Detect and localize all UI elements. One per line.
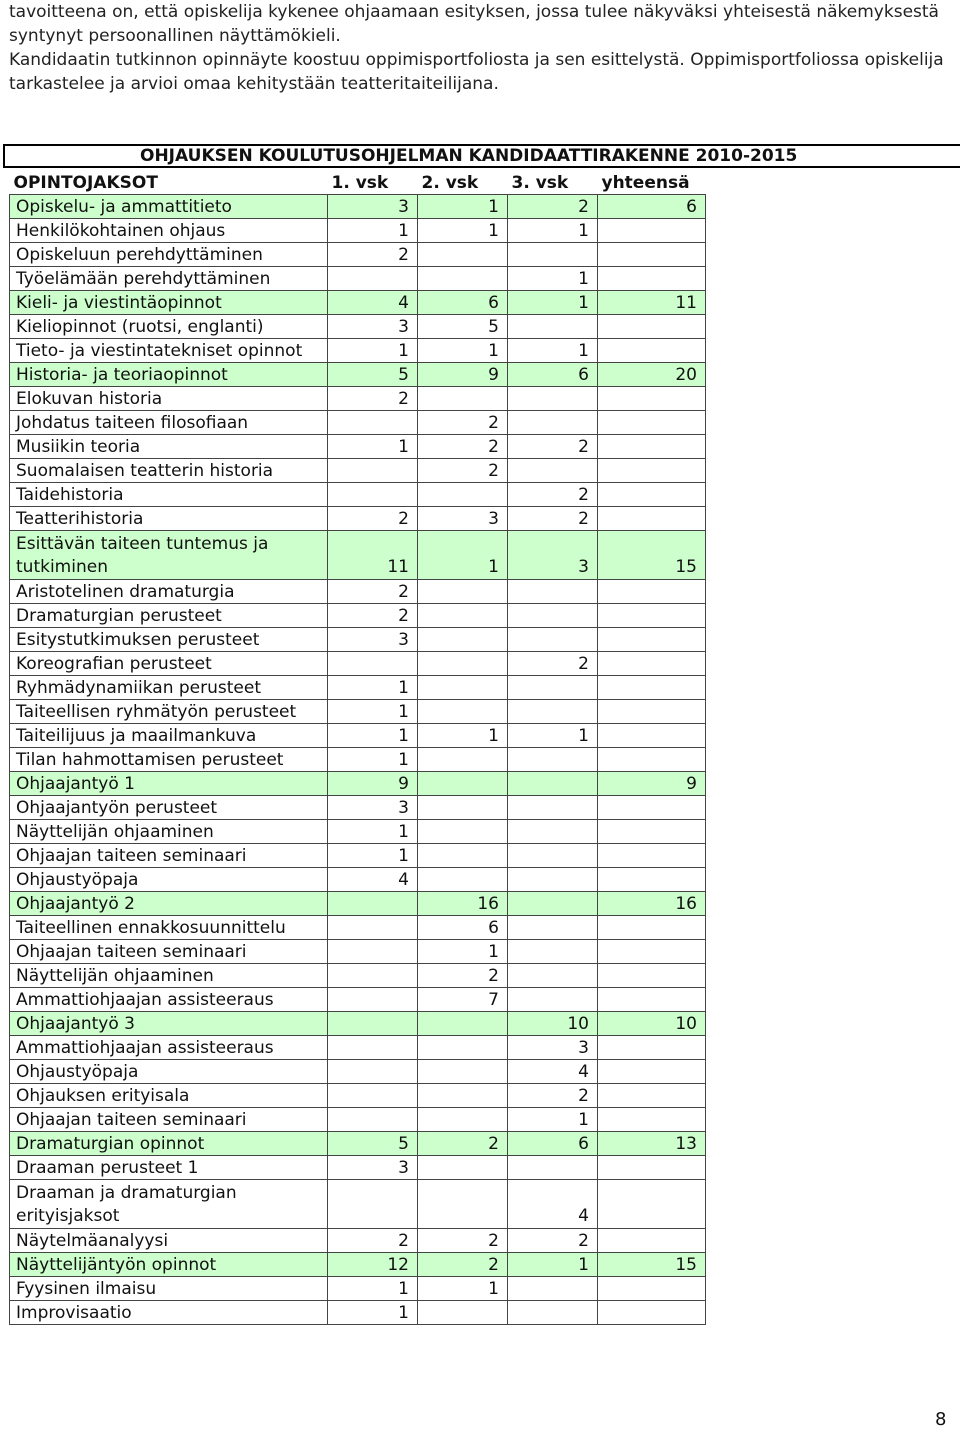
total-credits bbox=[598, 242, 706, 266]
year-2-credits: 5 bbox=[418, 314, 508, 338]
total-credits bbox=[598, 603, 706, 627]
total-credits bbox=[598, 723, 706, 747]
year-3-credits: 4 bbox=[508, 1059, 598, 1083]
year-1-credits: 3 bbox=[328, 627, 418, 651]
year-3-credits: 2 bbox=[508, 651, 598, 675]
total-credits: 15 bbox=[598, 1252, 706, 1276]
year-3-credits bbox=[508, 699, 598, 723]
course-name: Draaman perusteet 1 bbox=[10, 1155, 328, 1179]
year-3-credits bbox=[508, 843, 598, 867]
year-2-credits: 1 bbox=[418, 723, 508, 747]
year-1-credits bbox=[328, 1107, 418, 1131]
total-credits bbox=[598, 410, 706, 434]
course-name: Koreografian perusteet bbox=[10, 651, 328, 675]
year-1-credits: 5 bbox=[328, 362, 418, 386]
course-name: Taiteilijuus ja maailmankuva bbox=[10, 723, 328, 747]
year-2-credits: 1 bbox=[418, 939, 508, 963]
year-2-credits bbox=[418, 1107, 508, 1131]
course-name: Johdatus taiteen filosofiaan bbox=[10, 410, 328, 434]
total-credits bbox=[598, 819, 706, 843]
year-1-credits: 1 bbox=[328, 843, 418, 867]
total-credits bbox=[598, 867, 706, 891]
course-name: Kieli- ja viestintäopinnot bbox=[10, 290, 328, 314]
total-credits bbox=[598, 1155, 706, 1179]
table-row bbox=[10, 1107, 706, 1131]
year-1-credits: 9 bbox=[328, 771, 418, 795]
table-row bbox=[10, 867, 706, 891]
year-2-credits: 2 bbox=[418, 1228, 508, 1252]
year-2-credits bbox=[418, 747, 508, 771]
year-2-credits: 2 bbox=[418, 1252, 508, 1276]
year-1-credits: 5 bbox=[328, 1131, 418, 1155]
year-3-credits bbox=[508, 867, 598, 891]
year-3-credits bbox=[508, 386, 598, 410]
year-2-credits: 2 bbox=[418, 1131, 508, 1155]
total-credits bbox=[598, 1107, 706, 1131]
year-3-credits bbox=[508, 987, 598, 1011]
course-name: Näyttelijän ohjaaminen bbox=[10, 963, 328, 987]
course-name: Draaman ja dramaturgian erityisjaksot bbox=[10, 1179, 328, 1228]
table-row bbox=[10, 915, 706, 939]
year-3-credits: 3 bbox=[508, 530, 598, 579]
total-credits bbox=[598, 1276, 706, 1300]
table-row bbox=[10, 1300, 706, 1324]
table-row bbox=[10, 1228, 706, 1252]
curriculum-table bbox=[9, 170, 706, 1325]
year-3-credits bbox=[508, 1300, 598, 1324]
course-name: Ohjaajan taiteen seminaari bbox=[10, 939, 328, 963]
total-credits bbox=[598, 386, 706, 410]
course-name: Tilan hahmottamisen perusteet bbox=[10, 747, 328, 771]
intro-line: tarkastelee ja arvioi omaa kehitystään teatteritaiteilijana. bbox=[9, 74, 499, 94]
total-credits bbox=[598, 939, 706, 963]
course-name: Aristotelinen dramaturgia bbox=[10, 579, 328, 603]
year-1-credits: 2 bbox=[328, 242, 418, 266]
year-1-credits bbox=[328, 915, 418, 939]
year-2-credits: 2 bbox=[418, 434, 508, 458]
year-3-credits: 1 bbox=[508, 723, 598, 747]
year-1-credits: 12 bbox=[328, 1252, 418, 1276]
year-2-credits bbox=[418, 867, 508, 891]
year-1-credits: 3 bbox=[328, 795, 418, 819]
year-3-credits: 3 bbox=[508, 1035, 598, 1059]
year-2-credits: 1 bbox=[418, 530, 508, 579]
table-row bbox=[10, 338, 706, 362]
year-2-credits bbox=[418, 651, 508, 675]
year-2-credits: 2 bbox=[418, 458, 508, 482]
year-1-credits bbox=[328, 1179, 418, 1228]
table-row bbox=[10, 939, 706, 963]
header-total: yhteensä bbox=[598, 170, 706, 194]
total-credits: 15 bbox=[598, 530, 706, 579]
table-row bbox=[10, 675, 706, 699]
year-1-credits bbox=[328, 1059, 418, 1083]
year-3-credits: 1 bbox=[508, 290, 598, 314]
year-1-credits: 2 bbox=[328, 1228, 418, 1252]
course-name: Näyttelijän ohjaaminen bbox=[10, 819, 328, 843]
year-2-credits: 6 bbox=[418, 915, 508, 939]
table-row bbox=[10, 1035, 706, 1059]
course-name: Musiikin teoria bbox=[10, 434, 328, 458]
year-2-credits bbox=[418, 819, 508, 843]
course-name: Fyysinen ilmaisu bbox=[10, 1276, 328, 1300]
year-3-credits: 1 bbox=[508, 1252, 598, 1276]
table-row bbox=[10, 1083, 706, 1107]
year-1-credits bbox=[328, 482, 418, 506]
category-row bbox=[10, 771, 706, 795]
total-credits bbox=[598, 963, 706, 987]
year-3-credits: 1 bbox=[508, 218, 598, 242]
course-name: Esitystutkimuksen perusteet bbox=[10, 627, 328, 651]
course-name: Dramaturgian perusteet bbox=[10, 603, 328, 627]
year-2-credits bbox=[418, 843, 508, 867]
table-row bbox=[10, 386, 706, 410]
year-2-credits: 2 bbox=[418, 963, 508, 987]
year-3-credits bbox=[508, 915, 598, 939]
table-row bbox=[10, 699, 706, 723]
intro-line: Kandidaatin tutkinnon opinnäyte koostuu oppimisportfoliosta ja sen esittelystä. Oppimisportfoliossa opiskelija bbox=[9, 50, 944, 70]
course-name: Ohjaajantyö 1 bbox=[10, 771, 328, 795]
year-3-credits: 1 bbox=[508, 266, 598, 290]
year-1-credits: 11 bbox=[328, 530, 418, 579]
total-credits bbox=[598, 627, 706, 651]
header-opintojaksot: OPINTOJAKSOT bbox=[10, 170, 328, 194]
year-2-credits bbox=[418, 1155, 508, 1179]
course-name: Tieto- ja viestintatekniset opinnot bbox=[10, 338, 328, 362]
year-2-credits bbox=[418, 1083, 508, 1107]
year-3-credits: 10 bbox=[508, 1011, 598, 1035]
year-3-credits bbox=[508, 963, 598, 987]
year-2-credits: 2 bbox=[418, 410, 508, 434]
total-credits bbox=[598, 482, 706, 506]
total-credits bbox=[598, 747, 706, 771]
course-name: Ammattiohjaajan assisteeraus bbox=[10, 1035, 328, 1059]
year-1-credits bbox=[328, 987, 418, 1011]
year-3-credits bbox=[508, 795, 598, 819]
table-row bbox=[10, 506, 706, 530]
table-row bbox=[10, 747, 706, 771]
total-credits bbox=[598, 675, 706, 699]
course-name: Kieliopinnot (ruotsi, englanti) bbox=[10, 314, 328, 338]
header-year-3: 3. vsk bbox=[508, 170, 598, 194]
year-2-credits: 16 bbox=[418, 891, 508, 915]
year-3-credits bbox=[508, 939, 598, 963]
year-1-credits: 4 bbox=[328, 290, 418, 314]
total-credits bbox=[598, 843, 706, 867]
year-1-credits: 3 bbox=[328, 314, 418, 338]
course-name: Taidehistoria bbox=[10, 482, 328, 506]
category-row bbox=[10, 1131, 706, 1155]
year-3-credits bbox=[508, 819, 598, 843]
course-name: Ohjaajan taiteen seminaari bbox=[10, 1107, 328, 1131]
year-3-credits bbox=[508, 579, 598, 603]
table-row bbox=[10, 314, 706, 338]
year-2-credits: 3 bbox=[418, 506, 508, 530]
year-2-credits: 6 bbox=[418, 290, 508, 314]
table-row bbox=[10, 1155, 706, 1179]
year-1-credits: 1 bbox=[328, 723, 418, 747]
year-3-credits: 2 bbox=[508, 1083, 598, 1107]
course-name: Ammattiohjaajan assisteeraus bbox=[10, 987, 328, 1011]
table-row bbox=[10, 627, 706, 651]
category-row bbox=[10, 891, 706, 915]
table-title: OHJAUKSEN KOULUTUSOHJELMAN KANDIDAATTIRAKENNE 2010-2015 bbox=[140, 146, 798, 166]
year-2-credits bbox=[418, 482, 508, 506]
year-2-credits bbox=[418, 579, 508, 603]
course-name: Ohjaustyöpaja bbox=[10, 1059, 328, 1083]
year-1-credits bbox=[328, 963, 418, 987]
total-credits bbox=[598, 266, 706, 290]
year-2-credits bbox=[418, 386, 508, 410]
course-name: Dramaturgian opinnot bbox=[10, 1131, 328, 1155]
table-row bbox=[10, 458, 706, 482]
year-2-credits: 1 bbox=[418, 1276, 508, 1300]
course-name: Opiskeluun perehdyttäminen bbox=[10, 242, 328, 266]
year-2-credits bbox=[418, 1179, 508, 1228]
year-3-credits: 2 bbox=[508, 434, 598, 458]
course-name: Ohjaajan taiteen seminaari bbox=[10, 843, 328, 867]
year-3-credits bbox=[508, 458, 598, 482]
total-credits bbox=[598, 1300, 706, 1324]
year-3-credits: 1 bbox=[508, 1107, 598, 1131]
year-3-credits bbox=[508, 1276, 598, 1300]
year-2-credits bbox=[418, 627, 508, 651]
year-1-credits bbox=[328, 1083, 418, 1107]
total-credits bbox=[598, 1083, 706, 1107]
total-credits: 10 bbox=[598, 1011, 706, 1035]
year-1-credits: 4 bbox=[328, 867, 418, 891]
total-credits bbox=[598, 1035, 706, 1059]
total-credits: 11 bbox=[598, 290, 706, 314]
year-1-credits: 1 bbox=[328, 699, 418, 723]
table-row bbox=[10, 410, 706, 434]
year-1-credits bbox=[328, 410, 418, 434]
total-credits: 6 bbox=[598, 194, 706, 218]
year-3-credits: 6 bbox=[508, 362, 598, 386]
year-2-credits bbox=[418, 1011, 508, 1035]
year-1-credits bbox=[328, 266, 418, 290]
total-credits bbox=[598, 1179, 706, 1228]
year-1-credits bbox=[328, 939, 418, 963]
year-1-credits bbox=[328, 891, 418, 915]
year-2-credits bbox=[418, 1059, 508, 1083]
year-2-credits bbox=[418, 242, 508, 266]
year-2-credits bbox=[418, 1035, 508, 1059]
year-2-credits: 1 bbox=[418, 338, 508, 362]
table-row bbox=[10, 266, 706, 290]
page-number: 8 bbox=[935, 1409, 947, 1430]
category-row bbox=[10, 530, 706, 579]
total-credits bbox=[598, 795, 706, 819]
course-name: Näyttelijäntyön opinnot bbox=[10, 1252, 328, 1276]
course-name: Ohjaustyöpaja bbox=[10, 867, 328, 891]
year-3-credits bbox=[508, 242, 598, 266]
year-3-credits: 6 bbox=[508, 1131, 598, 1155]
category-row bbox=[10, 194, 706, 218]
year-2-credits bbox=[418, 266, 508, 290]
year-1-credits: 3 bbox=[328, 194, 418, 218]
year-3-credits: 2 bbox=[508, 1228, 598, 1252]
table-header-row bbox=[10, 170, 706, 194]
course-name: Ohjaajantyö 2 bbox=[10, 891, 328, 915]
total-credits bbox=[598, 506, 706, 530]
table-row bbox=[10, 1276, 706, 1300]
total-credits: 13 bbox=[598, 1131, 706, 1155]
table-row bbox=[10, 723, 706, 747]
course-name: Historia- ja teoriaopinnot bbox=[10, 362, 328, 386]
course-name: Taiteellisen ryhmätyön perusteet bbox=[10, 699, 328, 723]
year-1-credits: 2 bbox=[328, 579, 418, 603]
total-credits: 20 bbox=[598, 362, 706, 386]
category-row bbox=[10, 1252, 706, 1276]
year-3-credits bbox=[508, 771, 598, 795]
total-credits bbox=[598, 987, 706, 1011]
year-1-credits bbox=[328, 651, 418, 675]
year-2-credits bbox=[418, 795, 508, 819]
course-name: Teatterihistoria bbox=[10, 506, 328, 530]
header-year-2: 2. vsk bbox=[418, 170, 508, 194]
year-1-credits: 1 bbox=[328, 218, 418, 242]
table-row bbox=[10, 987, 706, 1011]
course-name: Ohjaajantyön perusteet bbox=[10, 795, 328, 819]
total-credits bbox=[598, 338, 706, 362]
total-credits bbox=[598, 915, 706, 939]
intro-text bbox=[9, 0, 954, 96]
table-row bbox=[10, 603, 706, 627]
total-credits bbox=[598, 458, 706, 482]
year-1-credits: 1 bbox=[328, 1276, 418, 1300]
table-row bbox=[10, 1179, 706, 1228]
year-3-credits: 2 bbox=[508, 506, 598, 530]
category-row bbox=[10, 1011, 706, 1035]
year-1-credits: 1 bbox=[328, 434, 418, 458]
course-name: Opiskelu- ja ammattitieto bbox=[10, 194, 328, 218]
total-credits bbox=[598, 1228, 706, 1252]
category-row bbox=[10, 290, 706, 314]
table-row bbox=[10, 1059, 706, 1083]
year-3-credits bbox=[508, 603, 598, 627]
year-2-credits: 1 bbox=[418, 218, 508, 242]
table-row bbox=[10, 242, 706, 266]
year-2-credits: 9 bbox=[418, 362, 508, 386]
total-credits bbox=[598, 651, 706, 675]
year-3-credits bbox=[508, 1155, 598, 1179]
course-name: Improvisaatio bbox=[10, 1300, 328, 1324]
table-row bbox=[10, 843, 706, 867]
year-1-credits bbox=[328, 1011, 418, 1035]
course-name: Ryhmädynamiikan perusteet bbox=[10, 675, 328, 699]
year-3-credits bbox=[508, 891, 598, 915]
year-1-credits bbox=[328, 1035, 418, 1059]
header-year-1: 1. vsk bbox=[328, 170, 418, 194]
total-credits bbox=[598, 218, 706, 242]
year-3-credits: 1 bbox=[508, 338, 598, 362]
table-row bbox=[10, 963, 706, 987]
course-name: Ohjauksen erityisala bbox=[10, 1083, 328, 1107]
year-3-credits bbox=[508, 627, 598, 651]
course-name: Ohjaajantyö 3 bbox=[10, 1011, 328, 1035]
intro-line: tavoitteena on, että opiskelija kykenee ohjaamaan esityksen, jossa tulee näkyväksi yhteisestä näkemyksestä bbox=[9, 2, 939, 22]
course-name: Taiteellinen ennakkosuunnittelu bbox=[10, 915, 328, 939]
year-1-credits: 2 bbox=[328, 386, 418, 410]
year-1-credits: 3 bbox=[328, 1155, 418, 1179]
intro-line: syntynyt persoonallinen näyttämökieli. bbox=[9, 26, 341, 46]
year-1-credits: 1 bbox=[328, 675, 418, 699]
year-1-credits: 1 bbox=[328, 747, 418, 771]
year-2-credits bbox=[418, 603, 508, 627]
year-1-credits: 1 bbox=[328, 338, 418, 362]
year-3-credits: 2 bbox=[508, 194, 598, 218]
table-row bbox=[10, 434, 706, 458]
year-1-credits bbox=[328, 458, 418, 482]
year-1-credits: 1 bbox=[328, 1300, 418, 1324]
total-credits: 9 bbox=[598, 771, 706, 795]
table-row bbox=[10, 795, 706, 819]
year-3-credits: 4 bbox=[508, 1179, 598, 1228]
year-2-credits: 1 bbox=[418, 194, 508, 218]
year-2-credits bbox=[418, 771, 508, 795]
course-name: Esittävän taiteen tuntemus ja tutkiminen bbox=[10, 530, 328, 579]
year-1-credits: 2 bbox=[328, 506, 418, 530]
year-2-credits bbox=[418, 1300, 508, 1324]
table-row bbox=[10, 482, 706, 506]
course-name: Henkilökohtainen ohjaus bbox=[10, 218, 328, 242]
year-2-credits: 7 bbox=[418, 987, 508, 1011]
course-name: Työelämään perehdyttäminen bbox=[10, 266, 328, 290]
total-credits bbox=[598, 434, 706, 458]
year-1-credits: 1 bbox=[328, 819, 418, 843]
year-2-credits bbox=[418, 675, 508, 699]
year-3-credits bbox=[508, 314, 598, 338]
course-name: Näytelmäanalyysi bbox=[10, 1228, 328, 1252]
total-credits bbox=[598, 579, 706, 603]
year-3-credits bbox=[508, 410, 598, 434]
table-row bbox=[10, 579, 706, 603]
year-3-credits bbox=[508, 675, 598, 699]
table-row bbox=[10, 651, 706, 675]
total-credits bbox=[598, 1059, 706, 1083]
year-2-credits bbox=[418, 699, 508, 723]
table-row bbox=[10, 218, 706, 242]
table-row bbox=[10, 819, 706, 843]
course-name: Suomalaisen teatterin historia bbox=[10, 458, 328, 482]
total-credits: 16 bbox=[598, 891, 706, 915]
total-credits bbox=[598, 699, 706, 723]
year-3-credits bbox=[508, 747, 598, 771]
total-credits bbox=[598, 314, 706, 338]
category-row bbox=[10, 362, 706, 386]
year-3-credits: 2 bbox=[508, 482, 598, 506]
course-name: Elokuvan historia bbox=[10, 386, 328, 410]
year-1-credits: 2 bbox=[328, 603, 418, 627]
